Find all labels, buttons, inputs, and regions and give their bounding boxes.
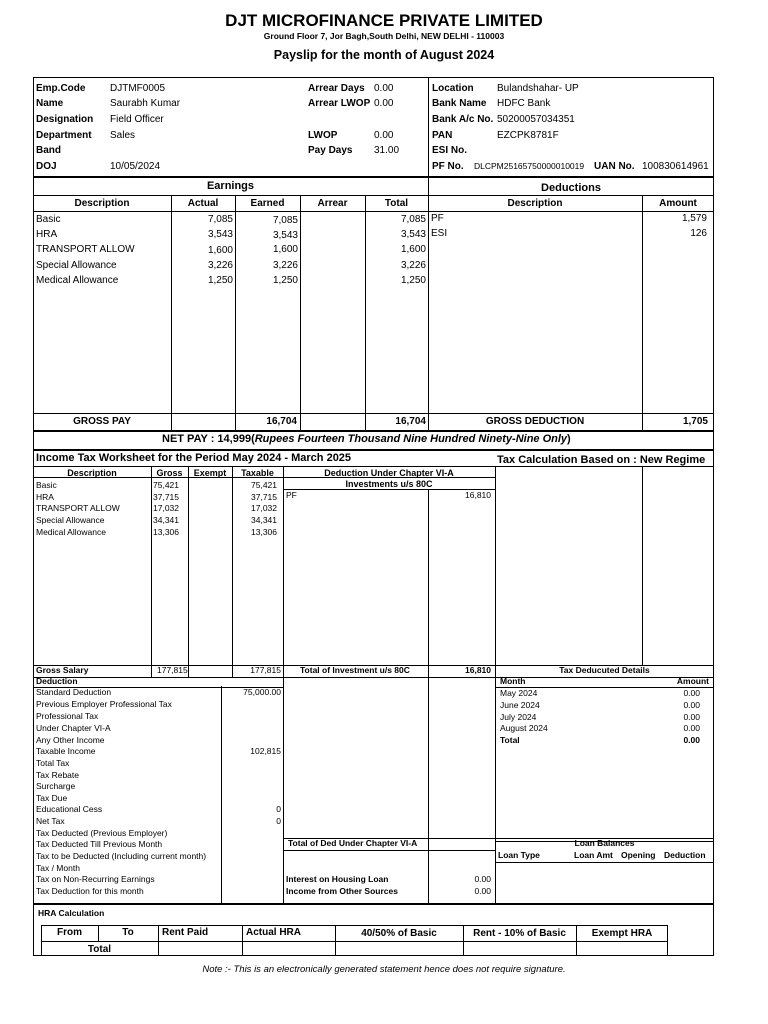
deduction-amount: 1,579 xyxy=(681,213,707,224)
location-value: Bulandshahar- UP xyxy=(497,83,579,94)
deduction-item-label: Tax Deduction for this month xyxy=(36,886,144,896)
deduction-item-label: Tax Deducted Till Previous Month xyxy=(36,839,163,849)
gross-pay-earned: 16,704 xyxy=(266,416,297,427)
tds-amount: 0.00 xyxy=(683,700,700,710)
tax-row-taxable: 75,421 xyxy=(251,480,277,490)
deduction-item-label: Taxable Income xyxy=(36,746,96,756)
earnings-header-arrear: Arrear xyxy=(317,198,348,209)
housing-loan-label: Interest on Housing Loan xyxy=(286,874,389,884)
investment-amount: 16,810 xyxy=(465,490,491,500)
company-address: Ground Floor 7, Jor Bagh,South Delhi, NEW DELHI - 110003 xyxy=(263,31,505,41)
earning-actual: 1,600 xyxy=(207,245,233,256)
department-label: Department xyxy=(36,130,92,141)
deduction-item-label: Surcharge xyxy=(36,781,76,791)
deductions-title: Deductions xyxy=(541,182,601,194)
earnings-header-desc: Description xyxy=(74,198,130,209)
net-pay xyxy=(162,433,571,445)
gross-pay-total: 16,704 xyxy=(395,416,426,427)
band-label: Band xyxy=(36,145,61,156)
hra-header-from: From xyxy=(57,927,82,938)
tax-row-taxable: 34,341 xyxy=(251,515,277,525)
earning-total: 1,250 xyxy=(400,275,426,286)
designation-value: Field Officer xyxy=(110,114,164,125)
earnings-header-actual: Actual xyxy=(187,198,219,209)
total-investment-label: Total of Investment u/s 80C xyxy=(300,665,410,675)
pan-value: EZCPK8781F xyxy=(497,130,559,141)
earning-earned: 3,226 xyxy=(272,260,298,271)
bank-ac-label: Bank A/c No. xyxy=(432,114,494,125)
designation-label: Designation xyxy=(36,114,94,125)
tax-row-desc: Basic xyxy=(36,480,57,490)
loan-header-deduction: Deduction xyxy=(664,850,706,860)
hra-header-exempt: Exempt HRA xyxy=(591,928,653,939)
tds-month: June 2024 xyxy=(500,700,540,710)
tds-month: May 2024 xyxy=(500,688,538,698)
name-value: Saurabh Kumar xyxy=(110,98,181,109)
pan-label: PAN xyxy=(432,130,453,141)
net-pay-close: ) xyxy=(567,433,571,445)
tds-total: 0.00 xyxy=(683,735,700,745)
tds-month: July 2024 xyxy=(500,712,537,722)
deduction-item-label: Under Chapter VI-A xyxy=(36,723,111,733)
tds-amount: 0.00 xyxy=(683,723,700,733)
investment-desc: PF xyxy=(286,490,297,500)
deduction-item-label: Standard Deduction xyxy=(36,687,112,697)
net-pay-amount: NET PAY : 14,999( xyxy=(162,433,255,445)
payslip-title: Payslip for the month of August 2024 xyxy=(273,48,495,62)
hra-header-rent-paid: Rent Paid xyxy=(162,927,209,938)
gross-deduction-label: GROSS DEDUCTION xyxy=(485,416,585,427)
location-label: Location xyxy=(432,83,474,94)
tax-row-taxable: 13,306 xyxy=(251,527,277,537)
arrear-days-value: 0.00 xyxy=(374,83,394,94)
tax-row-desc: TRANSPORT ALLOW xyxy=(36,503,120,513)
deduction-item-label: Professional Tax xyxy=(36,711,99,721)
tax-header-taxable: Taxable xyxy=(241,468,274,478)
earning-desc: Special Allowance xyxy=(36,260,117,271)
tds-total-label: Total xyxy=(500,735,520,745)
tax-row-gross: 34,341 xyxy=(153,515,179,525)
deduction-header: Deduction xyxy=(36,676,78,686)
deduction-item-label: Net Tax xyxy=(36,816,65,826)
company-name: DJT MICROFINANCE PRIVATE LIMITED xyxy=(225,11,543,30)
bank-name-label: Bank Name xyxy=(432,98,487,109)
tax-header-exempt: Exempt xyxy=(193,468,227,478)
tax-row-desc: Special Allowance xyxy=(36,515,105,525)
hra-header-rent-10: Rent - 10% of Basic xyxy=(473,928,566,939)
gross-deduction-amount: 1,705 xyxy=(682,416,708,427)
earning-desc: TRANSPORT ALLOW xyxy=(36,244,135,255)
housing-loan-value: 0.00 xyxy=(474,874,491,884)
bank-ac-value: 50200057034351 xyxy=(497,114,575,125)
total-investment-value: 16,810 xyxy=(465,665,491,675)
earning-desc: Medical Allowance xyxy=(36,275,119,286)
tax-row-gross: 13,306 xyxy=(153,527,179,537)
earnings-header-earned: Earned xyxy=(250,198,285,209)
earning-earned: 3,543 xyxy=(272,230,298,241)
tax-worksheet-title: Income Tax Worksheet for the Period May 2024 - March 2025 xyxy=(36,452,352,464)
hra-total-label: Total xyxy=(87,944,112,955)
doj-value: 10/05/2024 xyxy=(110,161,161,172)
earning-actual: 3,543 xyxy=(207,229,233,240)
deduction-item-label: Tax on Non-Recurring Earnings xyxy=(36,874,155,884)
tds-month: August 2024 xyxy=(500,723,548,733)
pf-value: DLCPM25165750000010019 xyxy=(474,161,585,171)
earning-total: 3,226 xyxy=(400,260,426,271)
deduction-desc: ESI xyxy=(431,228,448,239)
arrear-lwop-value: 0.00 xyxy=(374,98,394,109)
tds-amount-label: Amount xyxy=(676,676,709,686)
deduction-amount: 126 xyxy=(690,228,707,239)
net-pay-words: Rupees Fourteen Thousand Nine Hundred Ninety-Nine Only xyxy=(254,433,568,445)
uan-label: UAN No. xyxy=(594,161,635,172)
tax-row-gross: 17,032 xyxy=(153,503,179,513)
hra-title: HRA Calculation xyxy=(38,908,105,918)
tax-regime: Tax Calculation Based on : New Regime xyxy=(497,454,706,466)
deduction-item-value: 0 xyxy=(276,804,281,814)
tax-header-gross: Gross xyxy=(156,468,183,478)
loan-header-amt: Loan Amt xyxy=(574,850,613,860)
tax-row-taxable: 37,715 xyxy=(251,492,277,502)
pay-days-value: 31.00 xyxy=(374,145,400,156)
bank-name-value: HDFC Bank xyxy=(497,98,551,109)
tax-row-desc: HRA xyxy=(36,492,54,502)
deductions-header-desc: Description xyxy=(507,198,563,209)
gross-salary-label: Gross Salary xyxy=(36,665,89,675)
doj-label: DOJ xyxy=(36,161,57,172)
loan-header-type: Loan Type xyxy=(498,850,540,860)
earning-actual: 7,085 xyxy=(207,214,233,225)
emp-code-value: DJTMF0005 xyxy=(110,83,166,94)
deduction-item-label: Total Tax xyxy=(36,758,70,768)
tds-month-label: Month xyxy=(500,676,526,686)
arrear-lwop-label: Arrear LWOP xyxy=(308,98,371,109)
esi-label: ESI No. xyxy=(432,145,468,156)
name-label: Name xyxy=(36,98,64,109)
deductions-header-amount: Amount xyxy=(659,198,697,209)
earning-total: 7,085 xyxy=(400,214,426,225)
pay-days-label: Pay Days xyxy=(308,145,353,156)
gross-pay-label: GROSS PAY xyxy=(73,416,131,427)
other-income-label: Income from Other Sources xyxy=(286,886,398,896)
lwop-label: LWOP xyxy=(308,130,338,141)
earning-total: 1,600 xyxy=(400,244,426,255)
deduction-item-label: Educational Cess xyxy=(36,804,103,814)
emp-code-label: Emp.Code xyxy=(36,83,86,94)
pf-label: PF No. xyxy=(432,161,464,172)
hra-header-40-50: 40/50% of Basic xyxy=(361,928,437,939)
earning-earned: 1,600 xyxy=(272,244,298,255)
tax-row-gross: 75,421 xyxy=(153,480,179,490)
hra-header-actual-hra: Actual HRA xyxy=(246,927,302,938)
earning-actual: 3,226 xyxy=(207,260,233,271)
total-ded-chapter-label: Total of Ded Under Chapter VI-A xyxy=(288,838,418,848)
hra-header-to: To xyxy=(122,927,134,938)
deduction-item-label: Tax Deducted (Previous Employer) xyxy=(36,828,168,838)
arrear-days-label: Arrear Days xyxy=(308,83,365,94)
chapter-title: Deduction Under Chapter VI-A xyxy=(324,468,454,478)
loan-header-opening: Opening xyxy=(621,850,656,860)
deduction-item-label: Tax / Month xyxy=(36,863,80,873)
tax-row-gross: 37,715 xyxy=(153,492,179,502)
lwop-value: 0.00 xyxy=(374,130,394,141)
deduction-item-value: 0 xyxy=(276,816,281,826)
department-value: Sales xyxy=(110,130,136,141)
gross-salary-value: 177,815 xyxy=(157,665,188,675)
deduction-item-label: Previous Employer Professional Tax xyxy=(36,699,172,709)
deduction-item-value: 102,815 xyxy=(250,746,281,756)
loan-title: Loan Balances xyxy=(574,838,635,848)
earnings-header-total: Total xyxy=(384,198,409,209)
other-income-value: 0.00 xyxy=(474,886,491,896)
investments-title: Investments u/s 80C xyxy=(345,479,433,489)
deduction-item-label: Tax Due xyxy=(36,793,68,803)
deduction-item-value: 75,000.00 xyxy=(243,687,281,697)
deduction-item-label: Tax to be Deducted (Including current month) xyxy=(36,851,207,861)
earning-earned: 7,085 xyxy=(272,215,298,226)
gross-salary-taxable: 177,815 xyxy=(250,665,281,675)
earning-total: 3,543 xyxy=(400,229,426,240)
tds-amount: 0.00 xyxy=(683,688,700,698)
deduction-item-label: Tax Rebate xyxy=(36,770,79,780)
earning-earned: 1,250 xyxy=(272,275,298,286)
tds-title: Tax Deducuted Details xyxy=(559,665,650,675)
deduction-desc: PF xyxy=(431,213,444,224)
deduction-item-label: Any Other Income xyxy=(36,735,105,745)
tax-header-desc: Description xyxy=(67,468,117,478)
earning-desc: HRA xyxy=(36,229,58,240)
footer-note: Note :- This is an electronically generated statement hence does not require signature. xyxy=(202,964,566,975)
tax-row-desc: Medical Allowance xyxy=(36,527,106,537)
earning-desc: Basic xyxy=(36,214,61,225)
uan-value: 100830614961 xyxy=(642,161,709,172)
tds-amount: 0.00 xyxy=(683,712,700,722)
earning-actual: 1,250 xyxy=(207,275,233,286)
tax-row-taxable: 17,032 xyxy=(251,503,277,513)
earnings-title: Earnings xyxy=(206,180,255,192)
